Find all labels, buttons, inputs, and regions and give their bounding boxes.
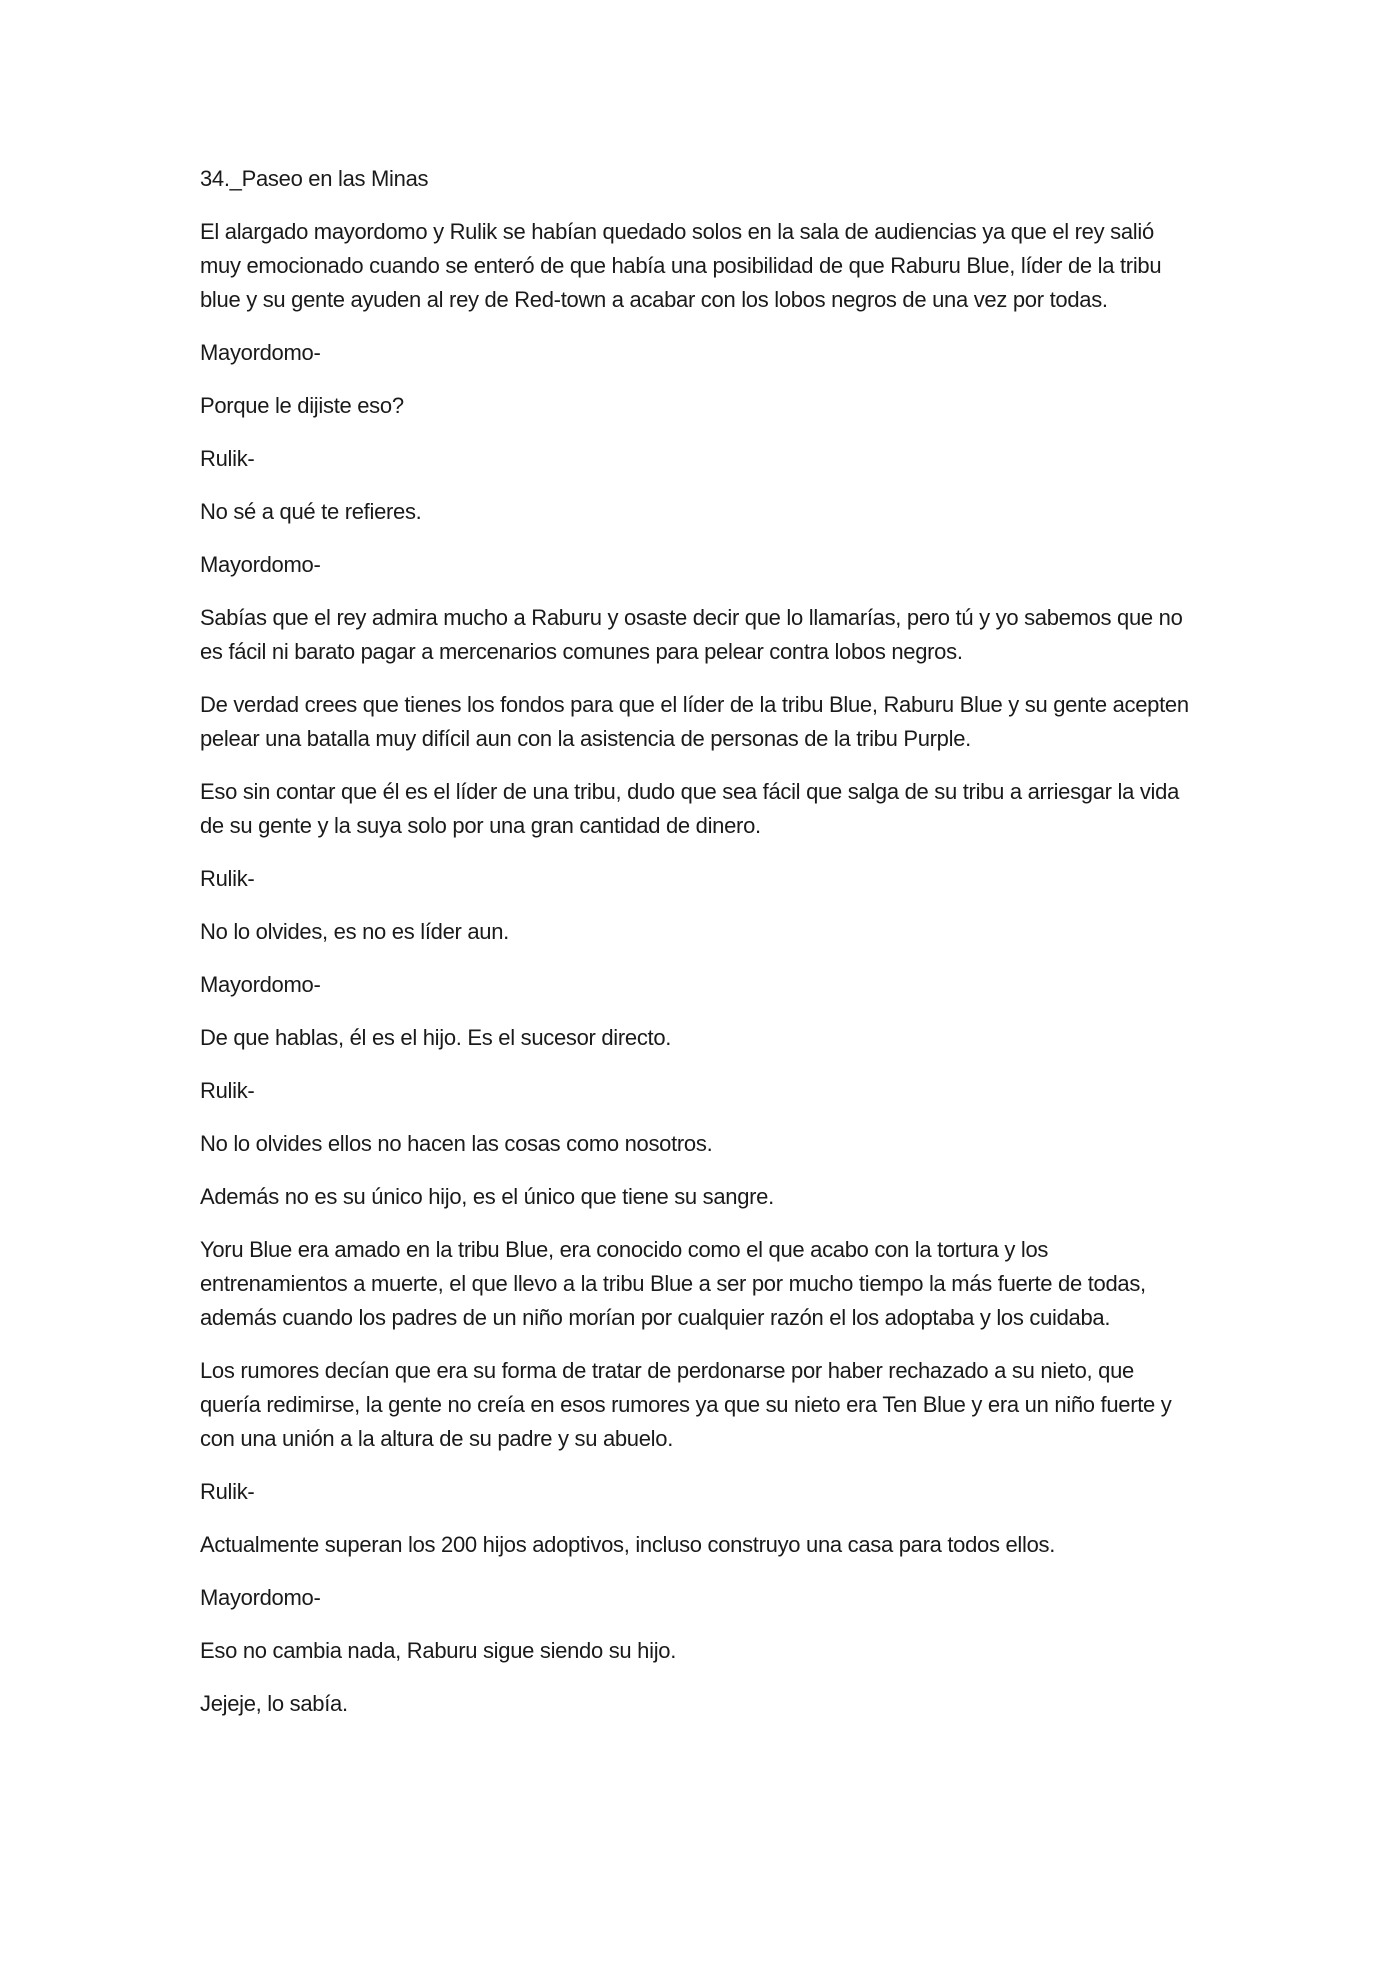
paragraph: Eso no cambia nada, Raburu sigue siendo su hijo. <box>200 1638 677 1663</box>
speaker-label: Rulik- <box>200 1479 255 1504</box>
speaker-label: Mayordomo- <box>200 972 321 997</box>
paragraph: No lo olvides ellos no hacen las cosas como nosotros. <box>200 1131 713 1156</box>
speaker-label: Rulik- <box>200 1078 255 1103</box>
paragraph: De que hablas, él es el hijo. Es el sucesor directo. <box>200 1025 672 1050</box>
speaker-label: Mayordomo- <box>200 340 321 365</box>
paragraph: No sé a qué te refieres. <box>200 499 422 524</box>
paragraph: Jejeje, lo sabía. <box>200 1691 348 1716</box>
speaker-label: Rulik- <box>200 866 255 891</box>
paragraph: Sabías que el rey admira mucho a Raburu y osaste decir que lo llamarías, pero tú y yo sabemos que no es fácil ni barato pagar a mercenarios comunes para pelear contra lobos negros. <box>200 605 1183 664</box>
speaker-label: Mayordomo- <box>200 1585 321 1610</box>
document-body <box>200 162 1200 1740</box>
paragraph: Eso sin contar que él es el líder de una tribu, dudo que sea fácil que salga de su tribu a arriesgar la vida de su gente y la suya solo por una gran cantidad de dinero. <box>200 779 1179 838</box>
paragraph: Actualmente superan los 200 hijos adoptivos, incluso construyo una casa para todos ellos. <box>200 1532 1056 1557</box>
paragraph: El alargado mayordomo y Rulik se habían quedado solos en la sala de audiencias ya que el rey salió muy emocionado cuando se enteró de que había una posibilidad de que Raburu Blue, líder de la tribu blue y su gente ayuden al rey de Red-town a acabar con los lobos negros de una vez por todas. <box>200 219 1162 312</box>
paragraph: No lo olvides, es no es líder aun. <box>200 919 509 944</box>
chapter-title: 34._Paseo en las Minas <box>200 166 429 191</box>
paragraph: De verdad crees que tienes los fondos para que el líder de la tribu Blue, Raburu Blue y su gente acepten pelear una batalla muy difícil aun con la asistencia de personas de la tribu Purple. <box>200 692 1189 751</box>
paragraph: Los rumores decían que era su forma de tratar de perdonarse por haber rechazado a su nieto, que quería redimirse, la gente no creía en esos rumores ya que su nieto era Ten Blue y era un niño fuerte y con una unión a la altura de su padre y su abuelo. <box>200 1358 1172 1451</box>
paragraph: Además no es su único hijo, es el único que tiene su sangre. <box>200 1184 774 1209</box>
speaker-label: Rulik- <box>200 446 255 471</box>
paragraph: Yoru Blue era amado en la tribu Blue, era conocido como el que acabo con la tortura y los entrenamientos a muerte, el que llevo a la tribu Blue a ser por mucho tiempo la más fuerte de todas, además cuando los padres de un niño morían por cualquier razón el los adoptaba y los cuidaba. <box>200 1237 1146 1330</box>
speaker-label: Mayordomo- <box>200 552 321 577</box>
paragraph: Porque le dijiste eso? <box>200 393 404 418</box>
